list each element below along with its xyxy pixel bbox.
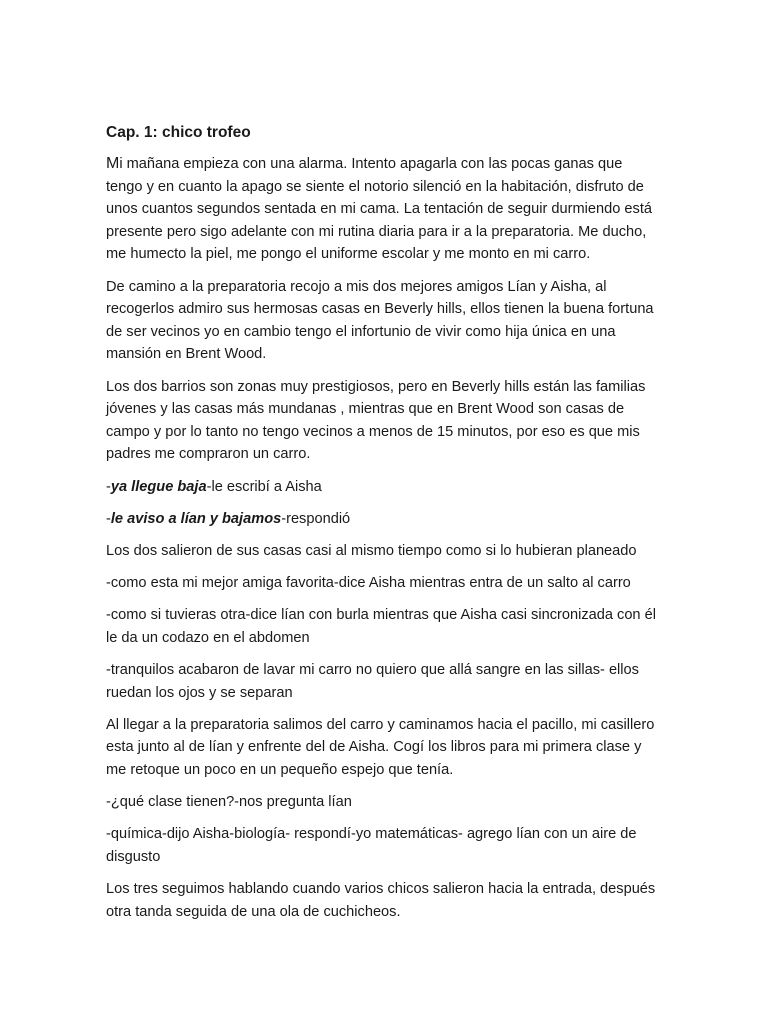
dialogue-tag: -le escribí a Aisha [206,478,322,495]
chapter-title: Cap. 1: chico trofeo [106,124,251,141]
dialogue-11: -¿qué clase tienen?-nos pregunta lían [106,794,352,811]
dialogue-7: -como esta mi mejor amiga favorita-dice Aisha mientras entra de un salto al carro [106,575,631,592]
dialogue-dash: - [106,478,111,495]
paragraph-1 [106,153,662,266]
paragraph-6: Los dos salieron de sus casas casi al mismo tiempo como si lo hubieran planeado [106,542,637,559]
document-page [106,118,662,933]
dialogue-9: -tranquilos acabaron de lavar mi carro no quiero que allá sangre en las sillas- ellos ruedan los ojos y se separan [106,662,639,701]
paragraph-3: Los dos barrios son zonas muy prestigiosos, pero en Beverly hills están las familias jóvenes y las casas más mundanas , mientras que en Brent Wood son casas de campo y por lo tanto no tengo vecinos a menos de 15 minutos, por eso es que mis padres me compraron un carro. [106,378,646,463]
dialogue-12: -química-dijo Aisha-biología- respondí-yo matemáticas- agrego lían con un aire de disgusto [106,826,637,865]
dialogue-tag: -respondió [281,510,351,527]
dialogue-text-message-2 [106,508,662,531]
text-message-emphasis: le aviso a lían y bajamos [110,510,282,527]
dialogue-dash: - [106,510,111,527]
first-letter: M [106,155,120,172]
dialogue-8: -como si tuvieras otra-dice lían con burla mientras que Aisha casi sincronizada con él le da un codazo en el abdomen [106,607,656,646]
paragraph-13: Los tres seguimos hablando cuando varios chicos salieron hacia la entrada, después otra tanda seguida de una ola de cuchicheos. [106,881,656,920]
paragraph-10: Al llegar a la preparatoria salimos del carro y caminamos hacia el pacillo, mi casillero esta junto al de lían y enfrente del de Aisha. Cogí los libros para mi primera clase y me retoque un poco en un pequeño espejo que tenía. [106,716,655,778]
paragraph-2: De camino a la preparatoria recojo a mis dos mejores amigos Lían y Aisha, al recogerlos admiro sus hermosas casas en Beverly hills, ellos tienen la buena fortuna de ser vecinos yo en cambio tengo el infortunio de vivir como hija única en una mansión en Brent Wood. [106,278,654,363]
dialogue-text-message-1 [106,476,662,499]
text-message-emphasis: ya llegue baja [110,478,207,495]
paragraph-1-text: i mañana empieza con una alarma. Intento apagarla con las pocas ganas que tengo y en cuanto la apago se siente el notorio silenció en la habitación, disfruto de unos cuantos segundos sentada en mi cama. La tentación de seguir durmiendo está presente pero sigo adelante con mi rutina diaria para ir a la preparatoria. Me ducho, me humecto la piel, me pongo el uniforme escolar y me monto en mi carro. [106,156,652,263]
